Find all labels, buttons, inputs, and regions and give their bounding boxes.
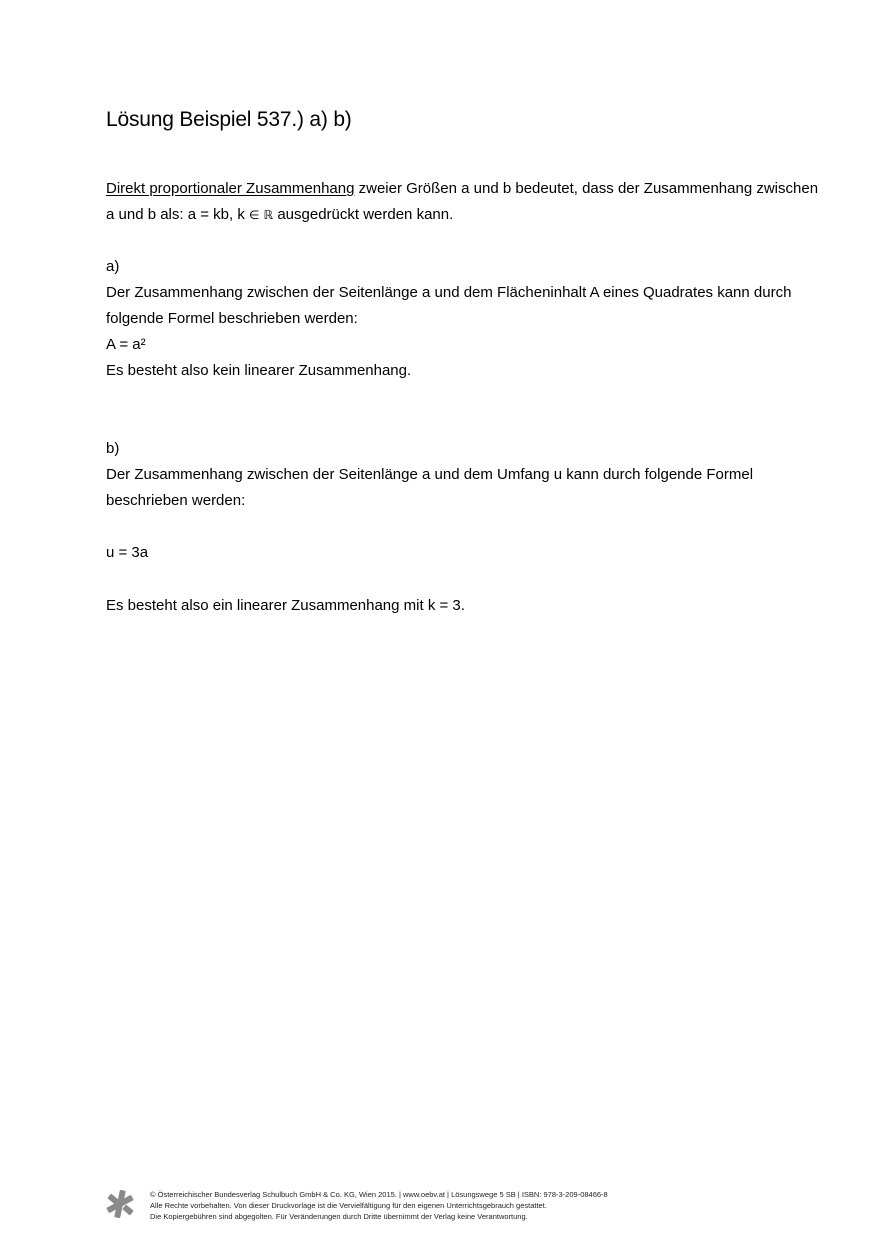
part-b-line-1: Der Zusammenhang zwischen der Seitenlänge a und dem Umfang u kann durch folgende Formel (106, 466, 754, 483)
element-of-symbol: ∈ (249, 208, 260, 222)
part-a-label: a) (106, 258, 120, 275)
part-b-conclusion: Es besteht also ein linearer Zusammenhang mit k = 3. (106, 597, 465, 614)
part-a-line-1: Der Zusammenhang zwischen der Seitenlänge a und dem Flächeninhalt A eines Quadrates kann durch (106, 284, 792, 301)
footer-line-3: Die Kopiergebühren sind abgegolten. Für Veränderungen durch Dritte übernimmt der Verlag keine Verantwortung. (150, 1212, 528, 1221)
part-b-label: b) (106, 440, 120, 457)
page-title: Lösung Beispiel 537.) a) b) (106, 108, 352, 131)
part-a-line-2: folgende Formel beschrieben werden: (106, 310, 358, 327)
footer-line-1: © Österreichischer Bundesverlag Schulbuch GmbH & Co. KG, Wien 2015. | www.oebv.at | Lösungswege 5 SB | ISBN: 978-3-209-08466-8 (150, 1190, 608, 1199)
part-b-formula: u = 3a (106, 544, 149, 561)
intro-line-1 (106, 176, 818, 202)
oebv-logo-icon (104, 1188, 136, 1220)
part-a-formula: A = a² (106, 336, 146, 353)
intro-line-2-end: ausgedrückt werden kann. (273, 206, 454, 223)
intro-line-1-rest: zweier Größen a und b bedeutet, dass der Zusammenhang zwischen (354, 180, 819, 197)
part-b-line-2: beschrieben werden: (106, 492, 246, 509)
real-numbers-symbol: ℝ (263, 208, 274, 222)
footer-line-2: Alle Rechte vorbehalten. Von dieser Druckvorlage ist die Vervielfältigung für den eigenen Unterrichtsgebrauch gestattet. (150, 1201, 547, 1210)
intro-line-2 (106, 202, 453, 228)
part-a-conclusion: Es besteht also kein linearer Zusammenhang. (106, 362, 412, 379)
intro-line-2-start: a und b als: a = kb, k (106, 206, 250, 223)
definition-term: Direkt proportionaler Zusammenhang (106, 180, 355, 197)
footer-copyright (150, 1189, 608, 1222)
